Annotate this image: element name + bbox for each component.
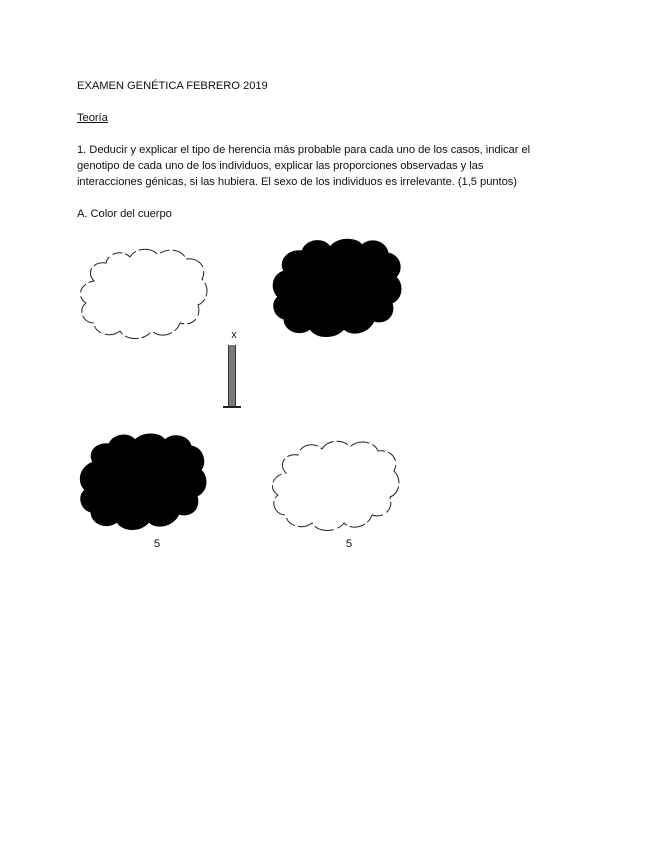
question-text-line: interacciones génicas, si las hubiera. El sexo de los individuos es irrelevante. (1,5 puntos) bbox=[77, 176, 517, 188]
offspring-count-white: 5 bbox=[345, 538, 353, 550]
parent-black-cloud bbox=[270, 237, 402, 340]
parent-white-cloud bbox=[76, 243, 212, 343]
cross-symbol: x bbox=[231, 329, 237, 341]
exam-title: EXAMEN GENÉTICA FEBRERO 2019 bbox=[77, 80, 268, 92]
offspring-white-cloud bbox=[268, 437, 404, 535]
question-text-line: genotipo de cada uno de los individuos, explicar las proporciones observadas y las bbox=[77, 160, 484, 172]
cloud-shape bbox=[80, 434, 206, 530]
section-title: Teoría bbox=[77, 112, 108, 124]
subsection-title: A. Color del cuerpo bbox=[77, 208, 172, 220]
cross-line-base bbox=[223, 406, 241, 408]
question-text-line: 1. Deducir y explicar el tipo de herencia más probable para cada uno de los casos, indicar el bbox=[77, 144, 531, 156]
cloud-shape bbox=[272, 441, 398, 530]
cloud-shape bbox=[273, 239, 401, 336]
cloud-shape bbox=[80, 249, 206, 338]
offspring-black-cloud bbox=[77, 432, 209, 532]
offspring-count-black: 5 bbox=[153, 538, 161, 550]
cross-line bbox=[228, 345, 236, 407]
